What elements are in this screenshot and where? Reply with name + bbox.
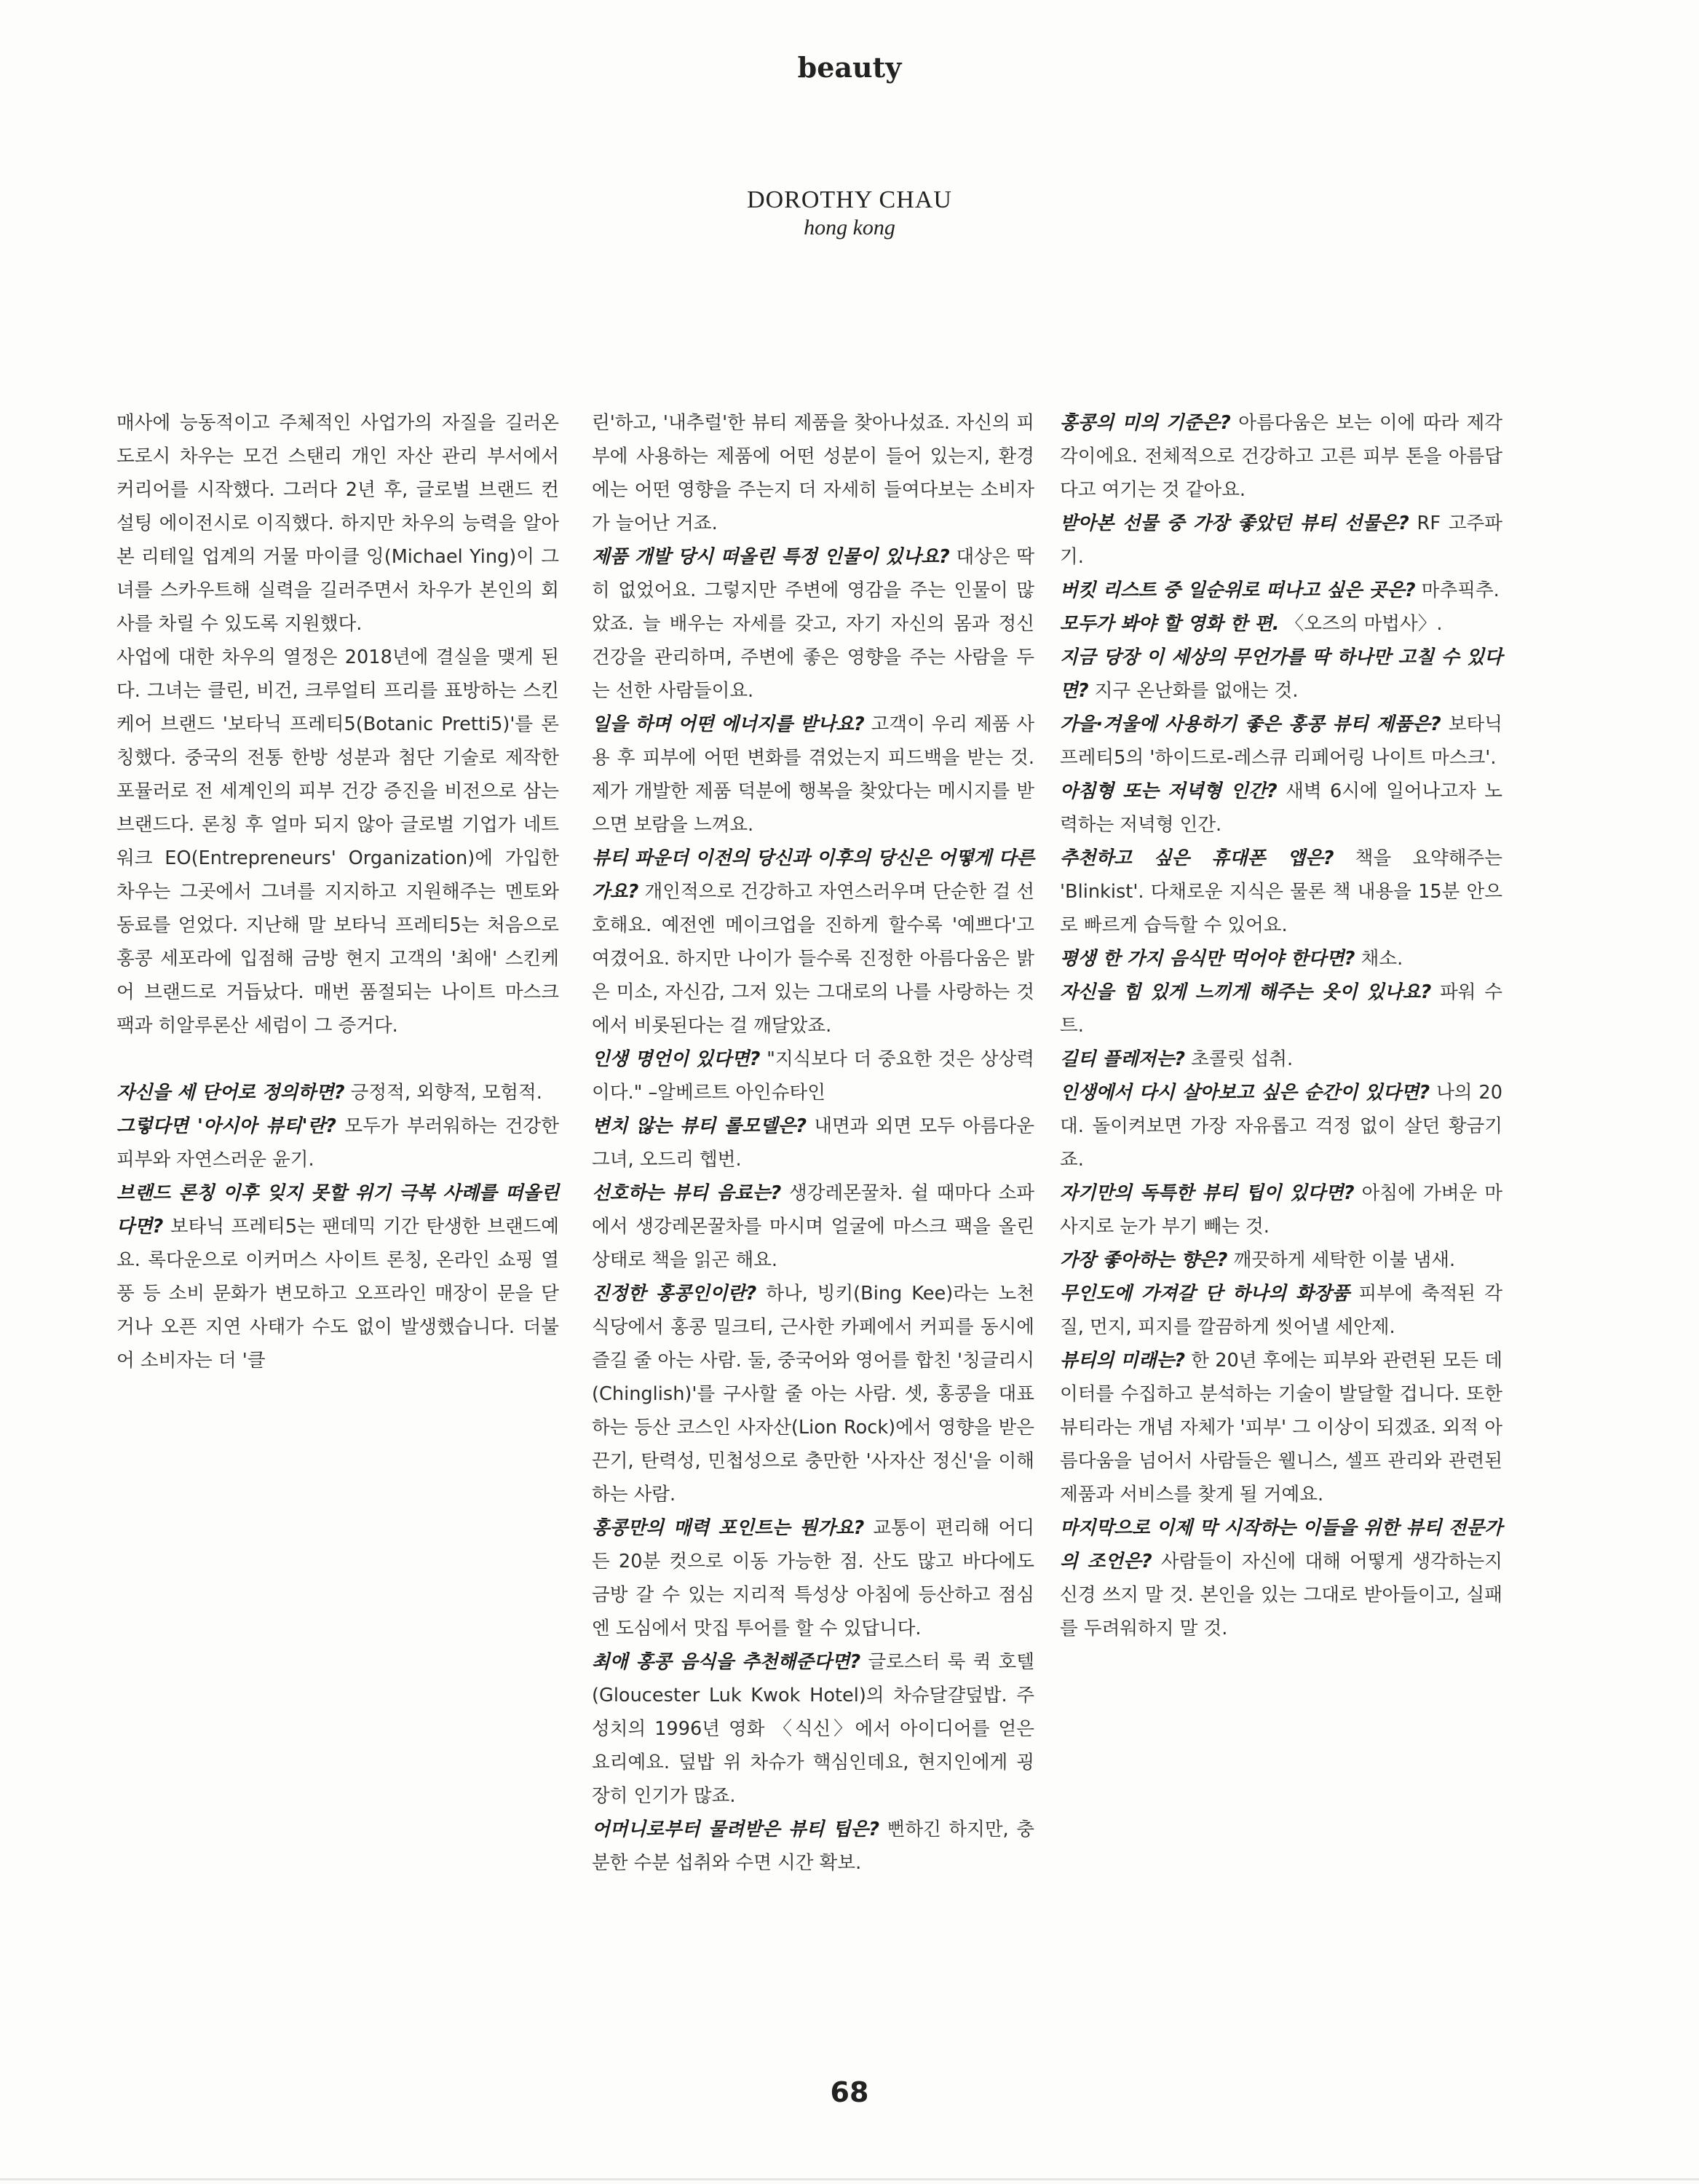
section-label: beauty xyxy=(797,51,902,84)
qa-item xyxy=(116,1109,559,1176)
answer: 모두가 부러워하는 건강한 피부와 자연스러운 윤기. xyxy=(116,1115,559,1171)
answer: 내면과 외면 모두 아름다운 그녀, 오드리 헵번. xyxy=(592,1115,1034,1171)
answer: 책을 요약해주는 'Blinkist'. 다채로운 지식은 물론 책 내용을 15분 안으로 빠르게 습득할 수 있어요. xyxy=(1060,847,1502,936)
question: 자신을 세 단어로 정의하면? xyxy=(116,1082,345,1104)
question: 최애 홍콩 음식을 추천해준다면? xyxy=(592,1651,861,1673)
question: 마지막으로 이제 막 시작하는 이들을 위한 뷰티 전문가의 조언은? xyxy=(1060,1517,1502,1572)
question: 아침형 또는 저녁형 인간? xyxy=(1060,780,1278,802)
intro-paragraph: 매사에 능동적이고 주체적인 사업가의 자질을 길러온 도로시 차우는 모건 스탠리 개인 자산 관리 부서에서 커리어를 시작했다. 그러다 2년 후, 글로벌 브랜드 컨설팅 에이전시로 이직했다. 하지만 차우의 능력을 알아본 리테일 업계의 거물 마이클 잉(Michael Ying)이 그녀를 스카우트해 실력을 길러주면서 차우가 본인의 회사를 차릴 수 있도록 지원했다. xyxy=(116,412,559,635)
qa-item xyxy=(592,1277,1034,1511)
qa-item xyxy=(1060,775,1502,842)
answer: 린'하고, '내추럴'한 뷰티 제품을 찾아나섰죠. 자신의 피부에 사용하는 제품에 어떤 성분이 들어 있는지, 환경에는 어떤 영향을 주는지 더 자세히 들여다보는 소비자가 늘어난 거죠. xyxy=(592,412,1034,534)
question: 어머니로부터 물려받은 뷰티 팁은? xyxy=(592,1819,880,1840)
question: 그렇다면 '아시아 뷰티'란? xyxy=(116,1115,336,1137)
answer: 보타닉 프레티5는 팬데믹 기간 탄생한 브랜드예요. 록다운으로 이커머스 사이트 론칭, 온라인 쇼핑 열풍 등 소비 문화가 변모하고 오프라인 매장이 문을 닫거나 오픈 지연 사태가 수도 없이 발생했습니다. 더불어 소비자는 더 '클 xyxy=(116,1216,559,1372)
qa-item xyxy=(592,708,1034,842)
question: 변치 않는 뷰티 롤모델은? xyxy=(592,1115,807,1137)
question: 일을 하며 어떤 에너지를 받나요? xyxy=(592,713,865,735)
article-column-1 xyxy=(116,406,559,1377)
qa-item xyxy=(592,1813,1034,1880)
qa-item xyxy=(1060,1076,1502,1176)
question: 추천하고 싶은 휴대폰 앱은? xyxy=(1060,847,1334,869)
qa-item xyxy=(592,1645,1034,1813)
answer: 마추픽추. xyxy=(1415,579,1500,601)
qa-item xyxy=(1060,406,1502,507)
qa-item xyxy=(1060,708,1502,775)
question: 길티 플레저는? xyxy=(1060,1048,1186,1070)
qa-item xyxy=(116,1176,559,1377)
question: 받아본 선물 중 가장 좋았던 뷰티 선물은? xyxy=(1060,513,1409,534)
qa-item xyxy=(1060,976,1502,1042)
qa-item xyxy=(1060,607,1502,641)
question: 가장 좋아하는 향은? xyxy=(1060,1249,1228,1271)
interviewee-name: DOROTHY CHAU xyxy=(747,186,952,213)
qa-item xyxy=(1060,641,1502,708)
interviewee-location: hong kong xyxy=(804,215,895,240)
question: 무인도에 가져갈 단 하나의 화장품 xyxy=(1060,1283,1350,1305)
answer: 새벽 6시에 일어나고자 노력하는 저녁형 인간. xyxy=(1060,780,1502,836)
qa-item xyxy=(1060,1511,1502,1645)
qa-item xyxy=(1060,842,1502,942)
question: 홍콩의 미의 기준은? xyxy=(1060,412,1231,434)
answer: 아름다움은 보는 이에 따라 제각각이에요. 전체적으로 건강하고 고른 피부 톤을 아름답다고 여기는 것 같아요. xyxy=(1060,412,1502,501)
answer: 초콜릿 섭취. xyxy=(1185,1048,1294,1070)
qa-item xyxy=(1060,1344,1502,1511)
answer: 아침에 가벼운 마사지로 눈가 부기 빼는 것. xyxy=(1060,1182,1502,1238)
answer: 글로스터 룩 퀵 호텔(Gloucester Luk Kwok Hotel)의 차슈달걀덮밥. 주성치의 1996년 영화 〈식신〉에서 아이디어를 얻은 요리예요. 덮밥 위 차슈가 핵심인데요, 현지인에게 굉장히 인기가 많죠. xyxy=(592,1651,1034,1807)
answer: RF 고주파기. xyxy=(1060,513,1503,568)
question: 자기만의 독특한 뷰티 팁이 있다면? xyxy=(1060,1182,1355,1204)
question: 브랜드 론칭 이후 잊지 못할 위기 극복 사례를 떠올린다면? xyxy=(116,1182,559,1238)
question: 진정한 홍콩인이란? xyxy=(592,1283,757,1305)
qa-item xyxy=(592,1109,1034,1176)
question: 뷰티의 미래는? xyxy=(1060,1350,1186,1372)
qa-item xyxy=(1060,574,1502,607)
qa-item xyxy=(592,1176,1034,1277)
qa-item xyxy=(1060,1277,1502,1344)
qa-item xyxy=(592,540,1034,708)
byline xyxy=(0,186,1699,241)
answer: 뻔하긴 하지만, 충분한 수분 섭취와 수면 시간 확보. xyxy=(592,1819,1034,1874)
question: 인생 명언이 있다면? xyxy=(592,1048,761,1070)
question: 가을·겨울에 사용하기 좋은 홍콩 뷰티 제품은? xyxy=(1060,713,1441,735)
article-column-3 xyxy=(1060,406,1502,1645)
answer: 사람들이 자신에 대해 어떻게 생각하는지 신경 쓰지 말 것. 본인을 있는 그대로 받아들이고, 실패를 두려워하지 말 것. xyxy=(1060,1551,1502,1639)
qa-item xyxy=(592,842,1034,1042)
qa-item xyxy=(592,1042,1034,1109)
article-column-2 xyxy=(592,406,1034,1880)
question: 선호하는 뷰티 음료는? xyxy=(592,1182,782,1204)
answer: 깨끗하게 세탁한 이불 냄새. xyxy=(1227,1249,1456,1271)
qa-item xyxy=(1060,942,1502,976)
answer: 〈오즈의 마법사〉. xyxy=(1279,613,1443,635)
answer: 생강레몬꿀차. 쉴 때마다 소파에서 생강레몬꿀차를 마시며 얼굴에 마스크 팩을 올린 상태로 책을 읽곤 해요. xyxy=(592,1182,1034,1271)
answer: 고객이 우리 제품 사용 후 피부에 어떤 변화를 겪었는지 피드백을 받는 것. 제가 개발한 제품 덕분에 행복을 찾았다는 메시지를 받으면 보람을 느껴요. xyxy=(592,713,1034,836)
answer: 보타닉 프레티5의 '하이드로-레스큐 리페어링 나이트 마스크'. xyxy=(1060,713,1502,769)
answer: 대상은 딱히 없었어요. 그렇지만 주변에 영감을 주는 인물이 많았죠. 늘 배우는 자세를 갖고, 자기 자신의 몸과 정신 건강을 관리하며, 주변에 좋은 영향을 주는 사람을 두는 선한 사람들이요. xyxy=(592,546,1035,702)
answer: 개인적으로 건강하고 자연스러우며 단순한 걸 선호해요. 예전엔 메이크업을 진하게 할수록 '예쁘다'고 여겼어요. 하지만 나이가 들수록 진정한 아름다움은 밝은 미소, 자신감, 그저 있는 그대로의 나를 사랑하는 것에서 비롯된다는 걸 깨달았죠. xyxy=(592,881,1034,1037)
question: 평생 한 가지 음식만 먹어야 한다면? xyxy=(1060,948,1355,970)
answer: 하나, 빙키(Bing Kee)라는 노천 식당에서 홍콩 밀크티, 근사한 카페에서 커피를 동시에 즐길 줄 아는 사람. 둘, 중국어와 영어를 합친 '칭글리시(Chinglish)'를 구사할 줄 아는 사람. 셋, 홍콩을 대표하는 등산 코스인 사자산(Lion Rock)에서 영향을 받은 끈기, 탄력성, 민첩성으로 충만한 '사자산 정신'을 이해하는 사람. xyxy=(592,1283,1035,1506)
answer: 지구 온난화를 없애는 것. xyxy=(1088,680,1299,702)
bottom-edge-rule xyxy=(0,2178,1699,2180)
answer: 나의 20대. 돌이켜보면 가장 자유롭고 걱정 없이 살던 황금기죠. xyxy=(1060,1082,1502,1171)
question: 모두가 봐야 할 영화 한 편. xyxy=(1060,613,1280,635)
qa-item xyxy=(1060,1176,1502,1243)
answer: 파워 수트. xyxy=(1060,981,1502,1037)
intro-paragraph: 사업에 대한 차우의 열정은 2018년에 결실을 맺게 된다. 그녀는 클린, 비건, 크루얼티 프리를 표방하는 스킨케어 브랜드 '보타닉 프레티5(Botanic Pretti5)'를 론칭했다. 중국의 전통 한방 성분과 첨단 기술로 제작한 포뮬러로 전 세계인의 피부 건강 증진을 비전으로 삼는 브랜드다. 론칭 후 얼마 되지 않아 글로벌 기업가 네트워크 EO(Entrepreneurs' Organization)에 가입한 차우는 그곳에서 그녀를 지지하고 지원해주는 멘토와 동료를 얻었다. 지난해 말 보타닉 프레티5는 처음으로 홍콩 세포라에 입점해 금방 현지 고객의 '최애' 스킨케어 브랜드로 거듭났다. 매번 품절되는 나이트 마스크 팩과 히알루론산 세럼이 그 증거다. xyxy=(116,646,559,1037)
qa-item xyxy=(592,1511,1034,1645)
paragraph-spacer xyxy=(116,1042,559,1076)
qa-item xyxy=(592,406,1034,540)
answer: 피부에 축적된 각질, 먼지, 피지를 깔끔하게 씻어낼 세안제. xyxy=(1060,1283,1502,1338)
question: 인생에서 다시 살아보고 싶은 순간이 있다면? xyxy=(1060,1082,1430,1104)
answer: 한 20년 후에는 피부와 관련된 모든 데이터를 수집하고 분석하는 기술이 발달할 겁니다. 또한 뷰티라는 개념 자체가 '피부' 그 이상이 되겠죠. 외적 아름다움을 넘어서 사람들은 웰니스, 셀프 관리와 관련된 제품과 서비스를 찾게 될 거예요. xyxy=(1060,1350,1502,1506)
question: 홍콩만의 매력 포인트는 뭔가요? xyxy=(592,1517,865,1539)
answer: 교통이 편리해 어디든 20분 컷으로 이동 가능한 점. 산도 많고 바다에도 금방 갈 수 있는 지리적 특성상 아침에 등산하고 점심엔 도심에서 맛집 투어를 할 수 있답니다. xyxy=(592,1517,1034,1639)
question: 버킷 리스트 중 일순위로 떠나고 싶은 곳은? xyxy=(1060,579,1416,601)
question: 제품 개발 당시 떠올린 특정 인물이 있나요? xyxy=(592,546,950,568)
question: 뷰티 파운더 이전의 당신과 이후의 당신은 어떻게 다른가요? xyxy=(592,847,1034,903)
answer: "지식보다 더 중요한 것은 상상력이다." –알베르트 아인슈타인 xyxy=(592,1048,1034,1104)
question: 자신을 힘 있게 느끼게 해주는 옷이 있나요? xyxy=(1060,981,1432,1003)
answer: 긍정적, 외향적, 모험적. xyxy=(344,1082,542,1104)
qa-item xyxy=(1060,1243,1502,1277)
qa-item xyxy=(116,1076,559,1109)
qa-item xyxy=(1060,1042,1502,1076)
question: 지금 당장 이 세상의 무언가를 딱 하나만 고칠 수 있다면? xyxy=(1060,646,1502,702)
answer: 채소. xyxy=(1355,948,1403,970)
page-number: 68 xyxy=(830,2076,869,2108)
qa-item xyxy=(1060,507,1502,574)
